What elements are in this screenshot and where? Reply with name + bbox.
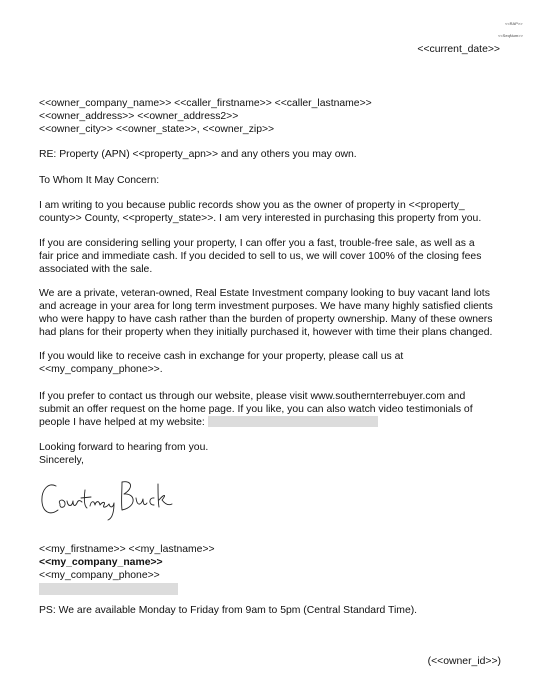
signature-block xyxy=(39,543,215,597)
paragraph-2 xyxy=(39,237,509,276)
p2-line-2: fair price and immediate cash. If you decided to sell to us, we will cover 100% of the closing fees xyxy=(39,251,482,262)
p3-line-1: We are a private, veteran-owned, Real Estate Investment company looking to buy vacant land lots xyxy=(39,288,490,299)
owner-id: (<<owner_id>>) xyxy=(427,656,501,667)
p2-line-3: associated with the sale. xyxy=(39,264,153,275)
salutation: To Whom It May Concern: xyxy=(39,175,160,186)
postscript: PS: We are available Monday to Friday from 9am to 5pm (Central Standard Time). xyxy=(39,605,418,616)
p4-line-1: If you would like to receive cash in exchange for your property, please call us at xyxy=(39,351,404,362)
p5-line-3: people I have helped at my website: xyxy=(39,417,205,428)
paragraph-5 xyxy=(39,390,509,429)
subject-line: RE: Property (APN) <<property_apn>> and any others you may own. xyxy=(39,149,357,160)
p5-line-1: If you prefer to contact us through our website, please visit www.southernterrebuyer.com and xyxy=(39,391,466,402)
handwritten-signature xyxy=(38,474,178,524)
paragraph-1 xyxy=(39,199,509,225)
recipient-line-3: <<owner_city>> <<owner_state>>, <<owner_zip>> xyxy=(39,124,275,135)
p3-line-2: and acreage in your area for long term investment purposes. We have many highly satisfied clients xyxy=(39,301,493,312)
closing xyxy=(39,441,509,467)
closing-line-1: Looking forward to hearing from you. xyxy=(39,442,209,453)
paragraph-3 xyxy=(39,287,509,339)
p1-line-1: I am writing to you because public records show you as the owner of property in <<property_ xyxy=(39,200,465,211)
p2-line-1: If you are considering selling your property, I can offer you a fast, trouble-free sale, as well as a xyxy=(39,238,475,249)
seq-num: <<SeqNum>> xyxy=(498,33,523,38)
paragraph-4 xyxy=(39,350,509,376)
redacted-website-link xyxy=(208,416,378,427)
recipient-line-2: <<owner_address>> <<owner_address2>> xyxy=(39,111,239,122)
p3-line-3: who were happy to have cash rather than the burden of property ownership. Many of these owners xyxy=(39,314,493,325)
recipient-line-1: <<owner_company_name>> <<caller_firstname>> <<caller_lastname>> xyxy=(39,98,372,109)
p5-line-2: submit an offer request on the home page. If you like, you can also watch video testimonials of xyxy=(39,404,473,415)
rap-code: <<RAP>> xyxy=(505,21,523,26)
p4-line-2: <<my_company_phone>>. xyxy=(39,364,163,375)
recipient-address xyxy=(39,97,372,136)
redacted-contact-line xyxy=(39,583,178,595)
sender-company-phone: <<my_company_phone>> xyxy=(39,570,160,581)
sender-name: <<my_firstname>> <<my_lastname>> xyxy=(39,544,215,555)
closing-line-2: Sincerely, xyxy=(39,455,84,466)
sender-company-name: <<my_company_name>> xyxy=(39,557,163,568)
p1-line-2: county>> County, <<property_state>>. I am very interested in purchasing this property from you. xyxy=(39,213,482,224)
current-date: <<current_date>> xyxy=(417,44,500,55)
p3-line-4: had plans for their property when they initially purchased it, however with time their plans changed. xyxy=(39,327,493,338)
